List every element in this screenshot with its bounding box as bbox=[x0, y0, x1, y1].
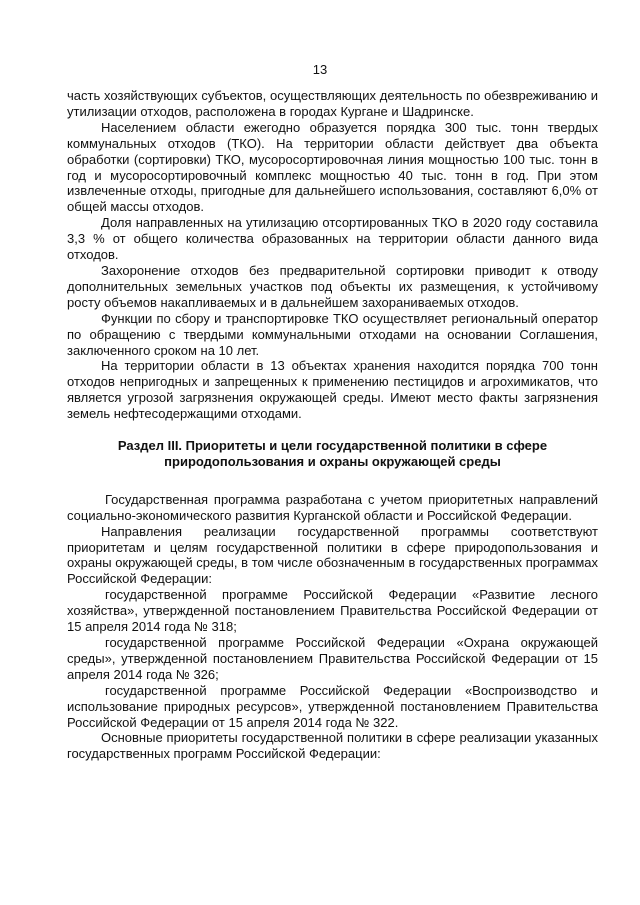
paragraph-main-priorities: Основные приоритеты государственной политики в сфере реализации указанных государственных программ Российской Федерации: bbox=[67, 730, 598, 762]
paragraph-municipal-waste-volume: Населением области ежегодно образуется порядка 300 тыс. тонн твердых коммунальных отходов (ТКО). На территории области действует два объекта обработки (сортировки) ТКО, мусоросортировочная линия мощностью 100 тыс. тонн в год и мусоросортировочный комплекс мощностью 40 тыс. тонн в год. При этом извлеченные отходы, пригодные для дальнейшего использования, составляют 6,0% от общей массы отходов. bbox=[67, 119, 598, 215]
section-heading: Раздел III. Приоритеты и цели государственной политики в сфере природопользования и охраны окружающей среды bbox=[117, 438, 548, 469]
paragraph-program-basis: Государственная программа разработана с учетом приоритетных направлений социально-экономического развития Курганской области и Российской Федерации. bbox=[67, 491, 598, 523]
list-item-environment-program: государственной программе Российской Федерации «Охрана окружающей среды», утвержденной постановлением Правительства Российской Федерации от 15 апреля 2014 года № 326; bbox=[67, 635, 598, 682]
document-body bbox=[67, 88, 598, 762]
paragraph-pesticide-storage: На территории области в 13 объектах хранения находится порядка 700 тонн отходов непригодных и запрещенных к применению пестицидов и агрохимикатов, что является угрозой загрязнения окружающей среды. Имеют место факты загрязнения земель нефтесодержащими отходами. bbox=[67, 358, 598, 422]
paragraph-waste-entities: часть хозяйствующих субъектов, осуществляющих деятельность по обезвреживанию и утилизации отходов, расположена в городах Кургане и Шадринске. bbox=[67, 88, 598, 119]
paragraph-program-directions: Направления реализации государственной программы соответствуют приоритетам и целям государственной политики в сфере природопользования и охраны окружающей среды, в том числе обозначенным в государственных программах Российской Федерации: bbox=[67, 523, 598, 587]
list-item-forestry-program: государственной программе Российской Федерации «Развитие лесного хозяйства», утвержденной постановлением Правительства Российской Федерации от 15 апреля 2014 года № 318; bbox=[67, 587, 598, 635]
list-item-resources-program: государственной программе Российской Федерации «Воспроизводство и использование природных ресурсов», утвержденной постановлением Правительства Российской Федерации от 15 апреля 2014 года № 322. bbox=[67, 682, 598, 730]
paragraph-waste-utilization-share: Доля направленных на утилизацию отсортированных ТКО в 2020 году составила 3,3 % от общего количества образованных на территории области данного вида отходов. bbox=[67, 215, 598, 263]
page-number: 13 bbox=[312, 62, 328, 77]
paragraph-regional-operator: Функции по сбору и транспортировке ТКО осуществляет региональный оператор по обращению с твердыми коммунальными отходами на основании Соглашения, заключенного сроком на 10 лет. bbox=[67, 310, 598, 358]
paragraph-waste-burial: Захоронение отходов без предварительной сортировки приводит к отводу дополнительных земельных участков под объекты их размещения, к устойчивому росту объемов накапливаемых и в дальнейшем захораниваемых отходов. bbox=[67, 262, 598, 310]
